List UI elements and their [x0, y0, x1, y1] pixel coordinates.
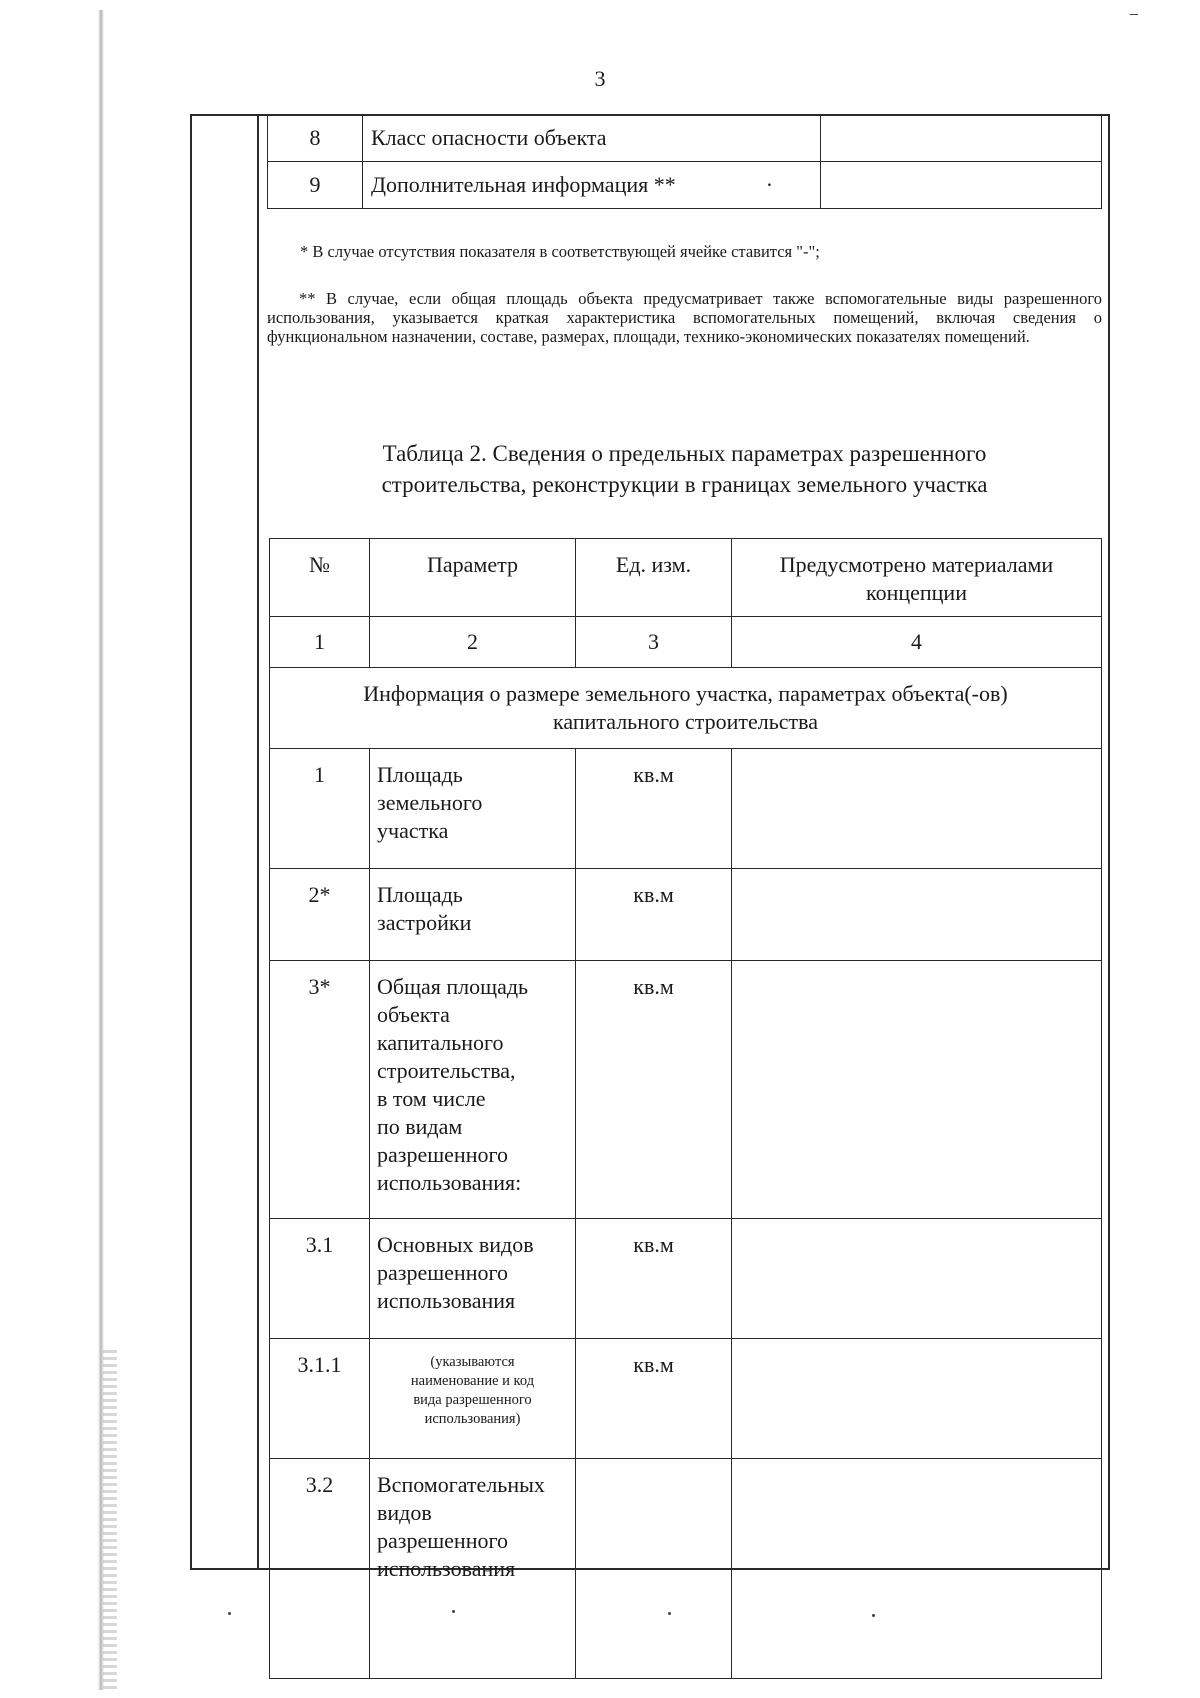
row-value: [732, 869, 1102, 961]
row-value: [732, 961, 1102, 1219]
column-number: 1: [270, 617, 370, 668]
speck: [668, 1612, 671, 1615]
page-number: 3: [594, 66, 606, 91]
row-number: 3.1.1: [270, 1339, 370, 1459]
row-unit: кв.м: [576, 869, 732, 961]
caption-line-1: Таблица 2. Сведения о предельных параметрах разрешенного: [382, 441, 987, 466]
speck: [228, 1612, 231, 1615]
row-param: Площадь земельного участка: [370, 749, 576, 869]
header-provided: Предусмотрено материалами концепции: [732, 539, 1102, 617]
table-row: [270, 1459, 1102, 1679]
column-number-row: [270, 617, 1102, 668]
section-row: [270, 668, 1102, 749]
stray-mark: ·: [765, 172, 774, 197]
row-number: 3.1: [270, 1219, 370, 1339]
table-row: [270, 961, 1102, 1219]
footnote-1: * В случае отсутствия показателя в соответствующей ячейке ставится "-";: [300, 242, 820, 261]
table-row: [268, 162, 1102, 209]
column-number: 2: [370, 617, 576, 668]
row-label: Дополнительная информация **: [371, 172, 676, 197]
table-row: [270, 749, 1102, 869]
table-caption: [267, 438, 1102, 500]
table-row: [270, 1219, 1102, 1339]
parameters-table: [269, 538, 1102, 1679]
section-title: Информация о размере земельного участка, параметрах объекта(-ов) капитального строительства: [270, 668, 1102, 749]
row-value: [732, 1219, 1102, 1339]
row-number: 3*: [270, 961, 370, 1219]
row-param: Общая площадь объекта капитального строительства, в том числе по видам разрешенного использования:: [370, 961, 576, 1219]
column-number: 3: [576, 617, 732, 668]
row-value: [732, 1459, 1102, 1679]
object-info-table: [267, 114, 1102, 209]
row-value: [821, 162, 1102, 209]
row-unit: кв.м: [576, 749, 732, 869]
caption-line-2: строительства, реконструкции в границах земельного участка: [381, 472, 988, 497]
row-number: 9: [268, 162, 363, 209]
row-param: Основных видов разрешенного использования: [370, 1219, 576, 1339]
header-unit: Ед. изм.: [576, 539, 732, 617]
speck: [452, 1610, 455, 1613]
scan-edge-texture: [103, 1350, 117, 1690]
row-value: [821, 115, 1102, 162]
header-param: Параметр: [370, 539, 576, 617]
row-number: 2*: [270, 869, 370, 961]
table-row: [270, 869, 1102, 961]
speck: [1130, 14, 1138, 15]
row-param: Площадь застройки: [370, 869, 576, 961]
table-row: [268, 115, 1102, 162]
header-row: [270, 539, 1102, 617]
row-unit: кв.м: [576, 1219, 732, 1339]
row-unit: кв.м: [576, 1339, 732, 1459]
row-unit: [576, 1459, 732, 1679]
row-unit: кв.м: [576, 961, 732, 1219]
row-number: 1: [270, 749, 370, 869]
row-value: [732, 1339, 1102, 1459]
row-param: Вспомогательных видов разрешенного использования: [370, 1459, 576, 1679]
row-label-cell: [363, 162, 821, 209]
header-num: №: [270, 539, 370, 617]
footnote-2: ** В случае, если общая площадь объекта предусматривает также вспомогательные виды разрешенного использования, указывается краткая характеристика вспомогательных помещений, включая сведения о функциональном назначении, составе, размерах, площади, технико-экономических показателях помещений.: [267, 289, 1102, 346]
row-value: [732, 749, 1102, 869]
row-param: (указываются наименование и код вида разрешенного использования): [370, 1339, 576, 1459]
table-row: [270, 1339, 1102, 1459]
row-number: 8: [268, 115, 363, 162]
speck: [872, 1614, 875, 1617]
row-number: 3.2: [270, 1459, 370, 1679]
frame-inner-line: [257, 114, 259, 1570]
column-number: 4: [732, 617, 1102, 668]
row-label: Класс опасности объекта: [363, 115, 821, 162]
